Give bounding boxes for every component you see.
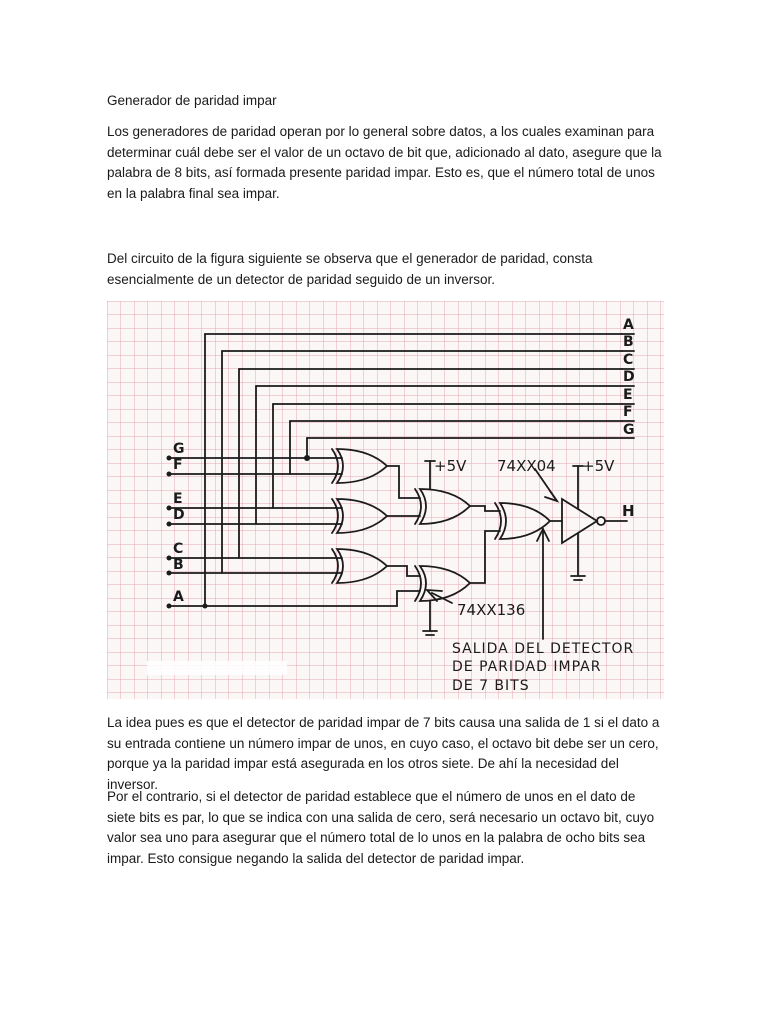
parity-generator-circuit-drawing: [107, 301, 664, 699]
left-label-e: E: [173, 491, 183, 507]
supply-label-1: +5V: [434, 457, 467, 475]
left-label-d: D: [173, 507, 185, 523]
right-label-c: C: [623, 352, 634, 368]
document-title: Generador de paridad impar: [107, 93, 277, 108]
right-label-f: F: [623, 404, 633, 420]
supply-label-2: +5V: [582, 457, 615, 475]
paragraph-2: Del circuito de la figura siguiente se observa que el generador de paridad, consta esencialmente de un detector de paridad seguido de un inversor.: [107, 251, 593, 287]
left-label-a: A: [173, 589, 184, 605]
paragraph-3: La idea pues es que el detector de paridad impar de 7 bits causa una salida de 1 si el dato a su entrada contiene un número impar de unos, en cuyo caso, el octavo bit debe ser un cero, porque ya la paridad impar está asegurada en los otros siete. De ahí la necesidad del inversor.: [107, 715, 660, 792]
right-label-d: D: [623, 369, 635, 385]
paragraph-4: Por el contrario, si el detector de paridad establece que el número de unos en el dato de siete bits es par, lo que se indica con una salida de cero, será necesario un octavo bit, cuyo valor sea uno para asegurar que el número total de lo unos en la palabra de ocho bits sea impar. Esto consigue negando la salida del detector de paridad impar.: [107, 789, 655, 866]
right-label-b: B: [623, 334, 634, 350]
figure-caption-line-1: SALIDA DEL DETECTOR: [452, 641, 635, 657]
chip-label-xor: 74XX136: [457, 601, 526, 619]
figure-caption-line-2: DE PARIDAD IMPAR: [452, 659, 602, 675]
chip-label-inverter: 74XX04: [497, 457, 556, 475]
paragraph-1: Los generadores de paridad operan por lo general sobre datos, a los cuales examinan para determinar cuál debe ser el valor de un octavo de bit que, adicionado al dato, asegure que la palabra de 8 bits, así formada presente paridad impar. Esto es, que el número total de unos en la palabra final sea impar.: [107, 124, 662, 201]
right-label-e: E: [623, 387, 633, 403]
figure-caption-line-3: DE 7 BITS: [452, 678, 530, 694]
left-label-f: F: [173, 457, 183, 473]
circuit-figure: [107, 301, 664, 699]
output-label-h: H: [622, 502, 635, 520]
left-label-b: B: [173, 557, 184, 573]
right-label-g: G: [623, 422, 635, 438]
left-label-g: G: [173, 441, 185, 457]
right-label-a: A: [623, 317, 634, 333]
left-label-c: C: [173, 541, 184, 557]
